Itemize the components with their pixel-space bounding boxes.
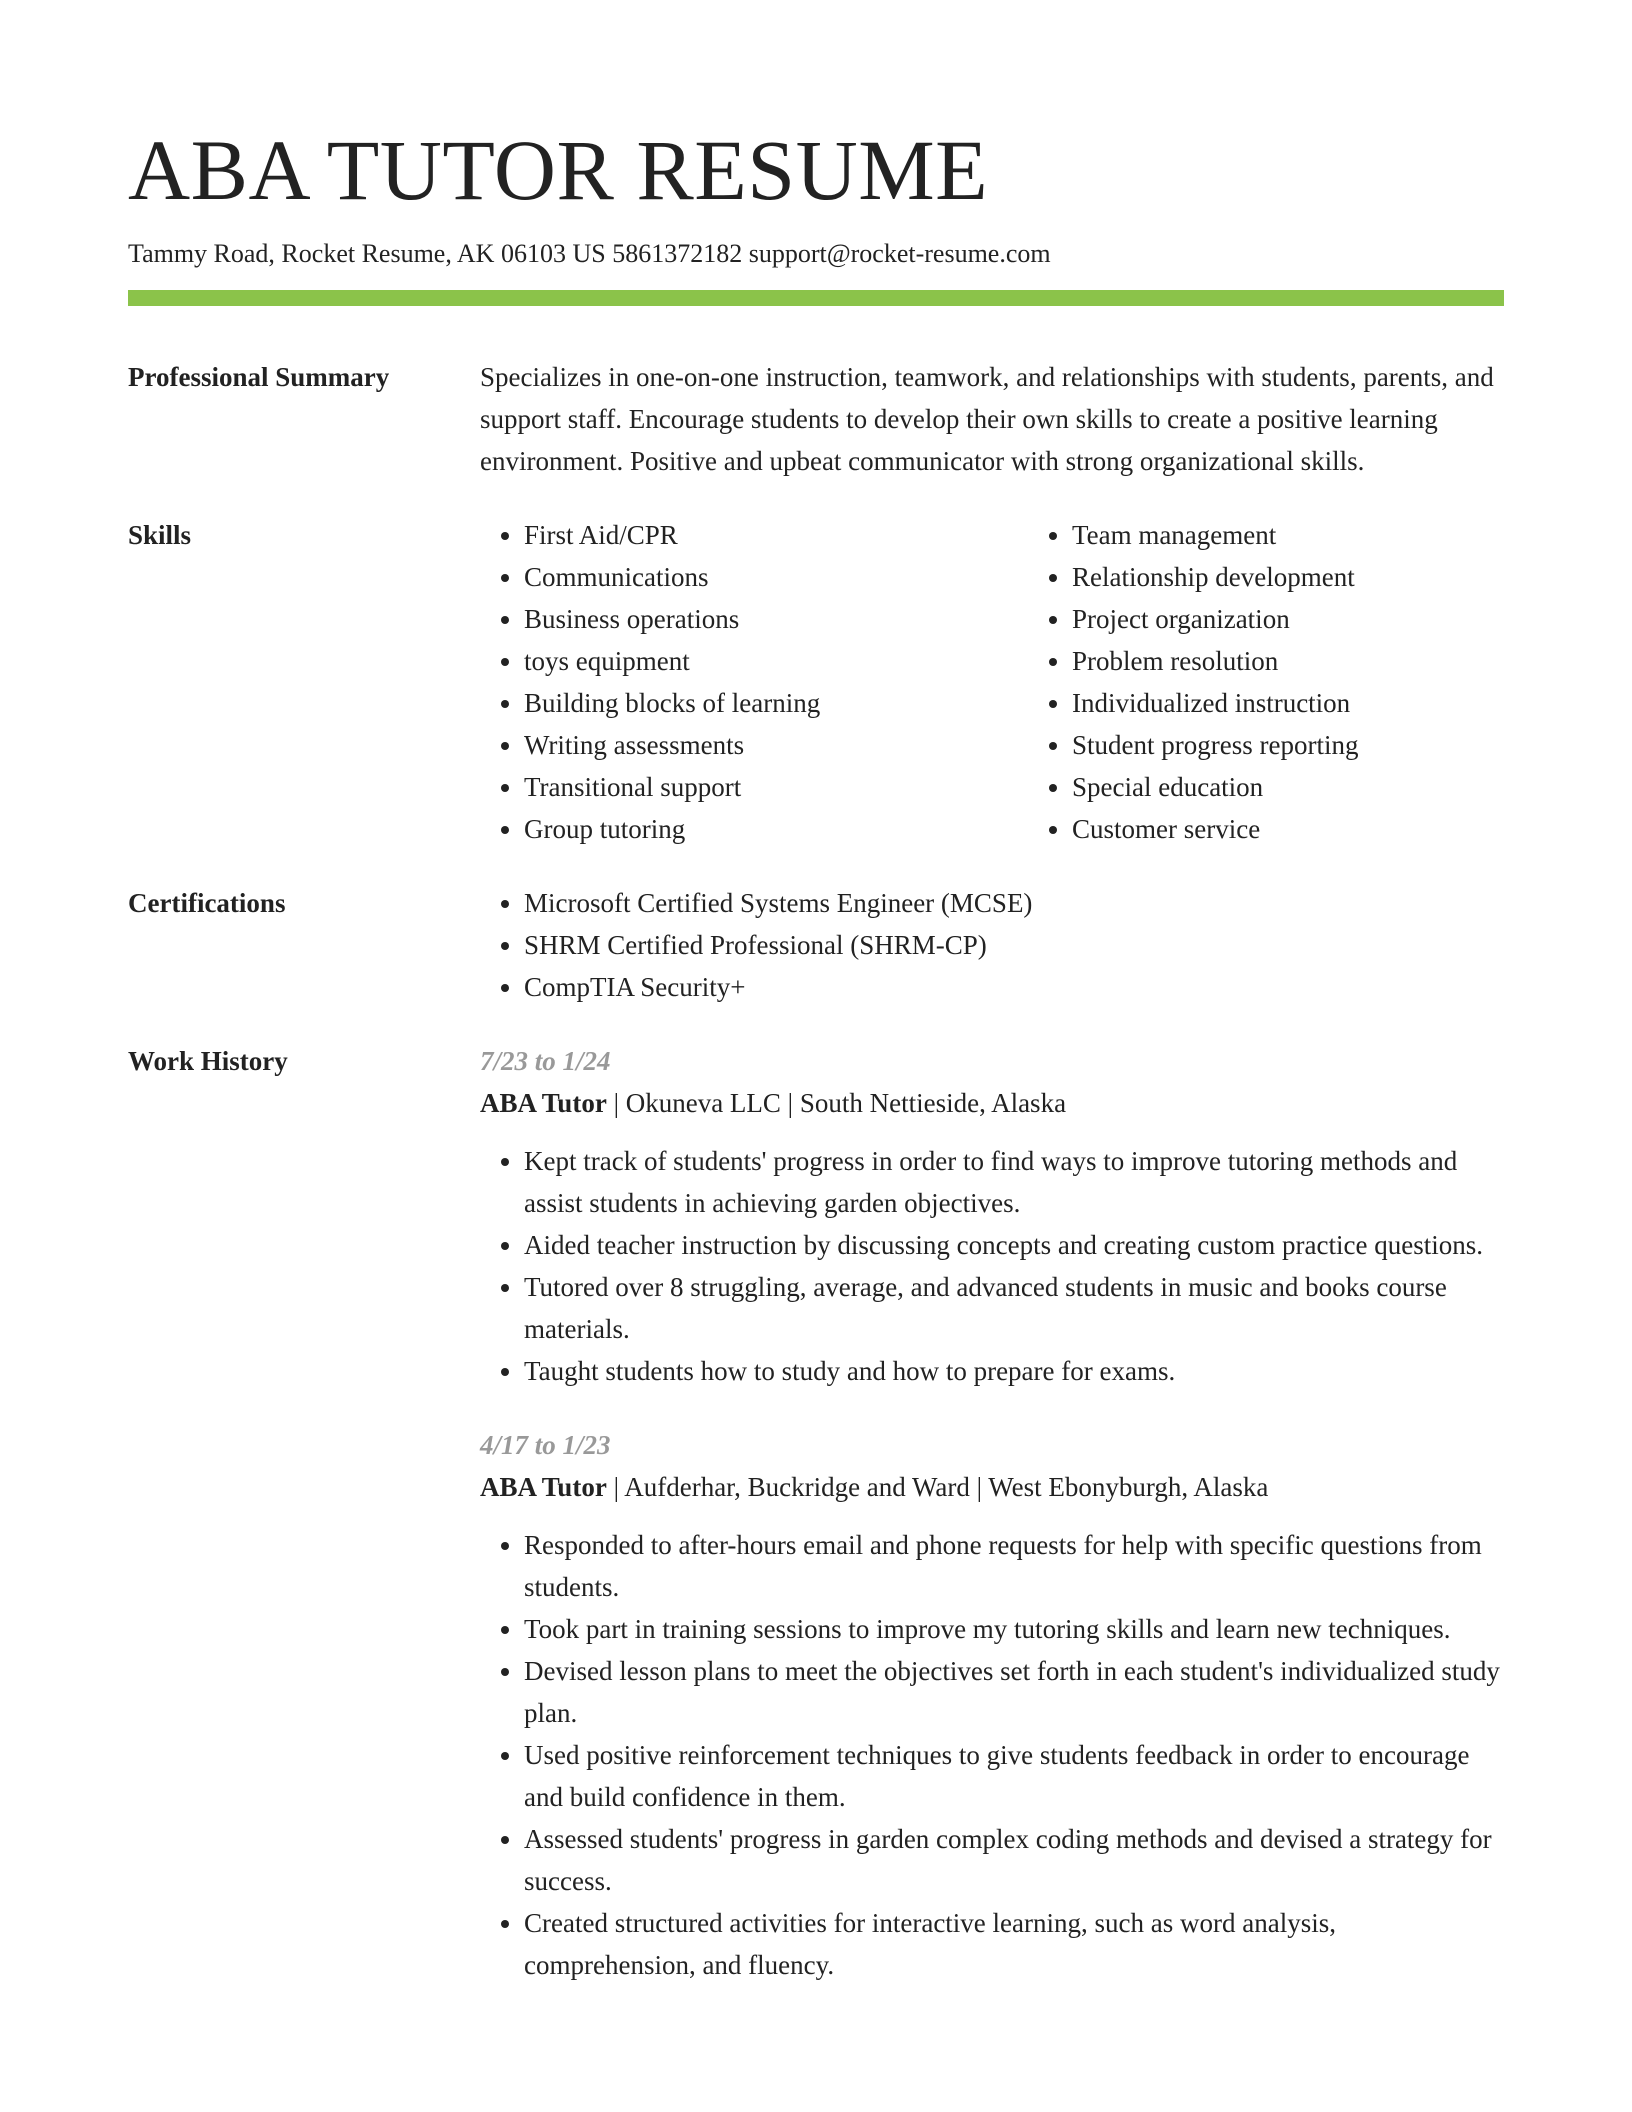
job-bullet: • Responded to after-hours email and phone requests for help with specific questions from students. xyxy=(524,1524,1504,1608)
job-entry xyxy=(480,1424,1504,1986)
skill-item: • Project organization xyxy=(1072,598,1576,640)
skill-item: • Problem resolution xyxy=(1072,640,1576,682)
section-label-summary: Professional Summary xyxy=(128,362,390,392)
skill-item: • Writing assessments xyxy=(524,724,1028,766)
skill-item: • Customer service xyxy=(1072,808,1576,850)
section-label-skills: Skills xyxy=(128,520,192,550)
skill-item: • Individualized instruction xyxy=(1072,682,1576,724)
skill-item: • toys equipment xyxy=(524,640,1028,682)
job-bullets xyxy=(480,1140,1504,1392)
professional-summary-section xyxy=(128,356,1504,482)
summary-text: Specializes in one-on-one instruction, teamwork, and relationships with students, parents, and support staff. Encourage students to develop their own skills to create a positive learning environment. Positive and upbeat communicator with strong organizational skills. xyxy=(480,362,1494,476)
job-bullet: • Taught students how to study and how to prepare for exams. xyxy=(524,1350,1504,1392)
skill-item: • Team management xyxy=(1072,514,1576,556)
job-bullet: • Assessed students' progress in garden complex coding methods and devised a strategy for success. xyxy=(524,1818,1504,1902)
skill-item: • Group tutoring xyxy=(524,808,1028,850)
header-divider xyxy=(128,290,1504,306)
skill-item: • Business operations xyxy=(524,598,1028,640)
job-heading xyxy=(480,1466,1504,1508)
skills-list-left xyxy=(480,514,1028,850)
skills-columns xyxy=(480,514,1576,850)
skill-item: • Transitional support xyxy=(524,766,1028,808)
certifications-list xyxy=(480,882,1504,1008)
skills-list-right xyxy=(1028,514,1576,850)
certifications-section xyxy=(128,882,1504,1008)
skills-section xyxy=(128,514,1504,850)
job-details: | Aufderhar, Buckridge and Ward | West Ebonyburgh, Alaska xyxy=(606,1472,1269,1502)
skill-item: • Communications xyxy=(524,556,1028,598)
page-title: ABA TUTOR RESUME xyxy=(128,122,989,218)
job-bullet: • Took part in training sessions to improve my tutoring skills and learn new techniques. xyxy=(524,1608,1504,1650)
contact-line: Tammy Road, Rocket Resume, AK 06103 US 5861372182 support@rocket-resume.com xyxy=(128,239,1051,268)
job-entry xyxy=(480,1040,1504,1392)
skill-item: • Special education xyxy=(1072,766,1576,808)
job-details: | Okuneva LLC | South Nettieside, Alaska xyxy=(606,1088,1067,1118)
job-bullet: • Kept track of students' progress in order to find ways to improve tutoring methods and assist students in achieving garden objectives. xyxy=(524,1140,1504,1224)
skill-item: • First Aid/CPR xyxy=(524,514,1028,556)
job-bullet: • Used positive reinforcement techniques to give students feedback in order to encourage and build confidence in them. xyxy=(524,1734,1504,1818)
job-dates: 4/17 to 1/23 xyxy=(480,1430,611,1460)
job-bullet: • Created structured activities for interactive learning, such as word analysis, comprehension, and fluency. xyxy=(524,1902,1504,1986)
skill-item: • Student progress reporting xyxy=(1072,724,1576,766)
section-label-work-history: Work History xyxy=(128,1046,288,1076)
job-title: ABA Tutor xyxy=(480,1088,607,1118)
job-title: ABA Tutor xyxy=(480,1472,607,1502)
work-history-section xyxy=(128,1040,1504,1986)
section-label-certifications: Certifications xyxy=(128,888,286,918)
job-bullets xyxy=(480,1524,1504,1986)
skill-item: • Building blocks of learning xyxy=(524,682,1028,724)
certification-item: • SHRM Certified Professional (SHRM-CP) xyxy=(524,924,1504,966)
job-dates: 7/23 to 1/24 xyxy=(480,1046,611,1076)
job-bullet: • Aided teacher instruction by discussing concepts and creating custom practice questions. xyxy=(524,1224,1504,1266)
certification-item: • Microsoft Certified Systems Engineer (MCSE) xyxy=(524,882,1504,924)
skill-item: • Relationship development xyxy=(1072,556,1576,598)
job-heading xyxy=(480,1082,1504,1124)
certification-item: • CompTIA Security+ xyxy=(524,966,1504,1008)
job-bullet: • Devised lesson plans to meet the objectives set forth in each student's individualized study plan. xyxy=(524,1650,1504,1734)
resume-page xyxy=(128,120,1504,1986)
job-bullet: • Tutored over 8 struggling, average, and advanced students in music and books course materials. xyxy=(524,1266,1504,1350)
